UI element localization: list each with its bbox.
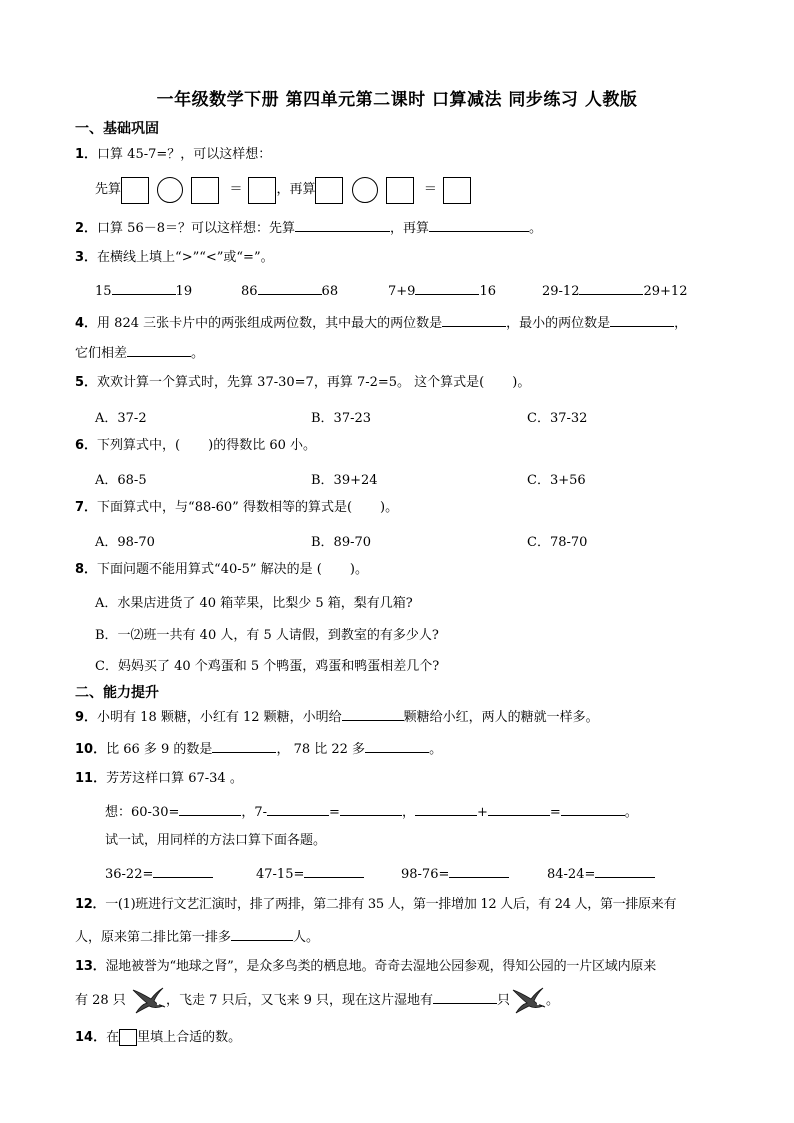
answer-blank[interactable]: [610, 313, 674, 327]
option-a[interactable]: A．68-5: [95, 473, 147, 488]
answer-box[interactable]: [191, 177, 219, 204]
question-4-line2: [75, 343, 204, 363]
question-1: [75, 146, 271, 164]
question-number: 11．: [75, 771, 107, 786]
question-number: 10．: [75, 742, 107, 757]
question-4: [75, 313, 687, 333]
answer-blank[interactable]: [112, 281, 176, 295]
first-step-label: 先算: [95, 182, 122, 197]
compare-left: 29-12: [542, 284, 580, 299]
exercise-item: [401, 864, 509, 884]
compare-right: 29+12: [643, 284, 688, 299]
question-1-answer-row: [95, 176, 471, 205]
answer-box[interactable]: [315, 177, 343, 204]
question-3: [75, 249, 274, 267]
question-number: 13．: [75, 959, 106, 974]
question-number: 14．: [75, 1030, 107, 1045]
compare-item: [542, 281, 687, 301]
exercise-text: 98-76=: [401, 867, 450, 882]
option-a[interactable]: A．98-70: [95, 535, 155, 550]
compare-item: [241, 281, 338, 301]
question-text: 人。: [293, 930, 320, 945]
answer-blank[interactable]: [561, 802, 625, 816]
question-text: 口算 45-7=？，可以这样想：: [97, 147, 272, 162]
question-text: =: [549, 805, 561, 820]
answer-blank[interactable]: [449, 864, 509, 878]
option-a[interactable]: A．水果店进货了 40 箱苹果，比梨少 5 箱，梨有几箱?: [95, 596, 413, 611]
question-text: 一(1)班进行文艺汇演时，排了两排，第二排有 35 人，第一排增加 12 人后，有 24 人，第一排原来有: [105, 897, 677, 912]
question-text: +: [476, 805, 488, 820]
section-heading-basics: 一、基础巩固: [75, 121, 159, 137]
question-text: 小明有 18 颗糖，小红有 12 颗糖，小明给: [97, 710, 342, 725]
question-text: ， 78 比 22 多: [276, 742, 366, 757]
answer-box[interactable]: [121, 177, 149, 204]
exercise-item: [256, 864, 364, 884]
answer-blank[interactable]: [127, 343, 191, 357]
question-text: ，飞走 7 只后，又飞来 9 只，现在这片湿地有: [165, 993, 434, 1008]
question-9: [75, 707, 599, 727]
question-text: ，: [401, 805, 415, 820]
answer-blank[interactable]: [415, 281, 479, 295]
equals-sign: ＝: [229, 182, 243, 197]
question-11-think-row: [105, 802, 638, 822]
question-12: [75, 896, 676, 914]
exercise-item: [547, 864, 655, 884]
question-text: 湿地被誉为“地球之肾”，是众多鸟类的栖息地。奇奇去湿地公园参观，得知公园的一片区域内原来: [105, 959, 656, 974]
compare-left: 7+9: [388, 284, 416, 299]
question-10: [75, 739, 442, 759]
question-text: 口算 56－8＝？可以这样想：先算: [97, 221, 295, 236]
question-text: 它们相差: [75, 346, 128, 361]
question-text: 欢欢计算一个算式时，先算 37-30=7，再算 7-2=5。 这个算式是(: [97, 375, 485, 390]
answer-box[interactable]: [386, 177, 414, 204]
answer-blank[interactable]: [579, 281, 643, 295]
then-step-label: ，再算: [276, 182, 316, 197]
question-2: [75, 218, 542, 238]
answer-box[interactable]: [248, 177, 276, 204]
answer-blank[interactable]: [415, 802, 477, 816]
question-text: 芳芳这样口算 67-34 。: [106, 771, 243, 786]
question-text: 比 66 多 9 的数是: [106, 742, 213, 757]
option-b[interactable]: B．一⑵班一共有 40 人，有 5 人请假，到教室的有多少人?: [95, 628, 439, 643]
option-b[interactable]: B．89-70: [311, 535, 372, 550]
answer-blank[interactable]: [433, 990, 497, 1004]
question-text: 。: [191, 346, 205, 361]
question-number: 6．: [75, 438, 98, 453]
compare-item: [388, 281, 496, 301]
question-text: ，: [674, 316, 688, 331]
question-13-line2: [75, 985, 559, 1017]
question-text: 。: [429, 742, 443, 757]
compare-item: [95, 281, 192, 301]
option-c[interactable]: C．3+56: [527, 473, 586, 488]
bird-icon: [130, 986, 166, 1016]
answer-blank[interactable]: [488, 802, 550, 816]
question-text: 有 28 只: [75, 993, 126, 1008]
answer-blank[interactable]: [295, 218, 390, 232]
answer-blank[interactable]: [267, 802, 329, 816]
question-text: 用 824 三张卡片中的两张组成两位数，其中最大的两位数是: [97, 316, 443, 331]
question-text: 里填上合适的数。: [137, 1030, 242, 1045]
question-12-line2: [75, 927, 319, 947]
option-c[interactable]: C．78-70: [527, 535, 588, 550]
bird-icon: [510, 986, 546, 1016]
option-c[interactable]: C．妈妈买了 40 个鸡蛋和 5 个鸭蛋，鸡蛋和鸭蛋相差几个?: [95, 659, 440, 674]
question-text: 想：60-30=: [105, 805, 180, 820]
compare-left: 86: [241, 284, 258, 299]
option-c[interactable]: C．37-32: [527, 411, 588, 426]
question-7: [75, 499, 398, 517]
question-text: 下面问题不能用算式“40-5” 解决的是 (: [97, 562, 322, 577]
question-text: 人，原来第二排比第一排多: [75, 930, 232, 945]
question-text: 在横线上填上“>”“<”或“=”。: [97, 250, 274, 265]
question-text: 在: [106, 1030, 120, 1045]
question-6: [75, 437, 316, 455]
question-text: =: [329, 805, 340, 820]
question-5: [75, 374, 530, 392]
question-text: 下列算式中，(: [97, 438, 181, 453]
question-number: 12．: [75, 897, 106, 912]
question-11: [75, 770, 243, 788]
exercise-text: 36-22=: [105, 867, 154, 882]
question-11-try-prompt: 试一试，用同样的方法口算下面各题。: [105, 833, 327, 848]
exercise-item: [105, 864, 213, 884]
question-number: 1．: [75, 147, 98, 162]
exercise-text: 84-24=: [547, 867, 596, 882]
compare-right: 19: [175, 284, 193, 299]
answer-blank[interactable]: [340, 802, 402, 816]
question-14: [75, 1029, 241, 1047]
answer-blank[interactable]: [231, 927, 293, 941]
operator-circle[interactable]: [157, 177, 183, 203]
question-text: )。: [512, 375, 531, 390]
question-text: ，再算: [390, 221, 430, 236]
question-8: [75, 561, 368, 579]
question-text: )的得数比 60 小。: [208, 438, 317, 453]
question-text: 。: [529, 221, 543, 236]
compare-right: 16: [479, 284, 496, 299]
answer-box[interactable]: [443, 177, 471, 204]
question-text: ，最小的两位数是: [506, 316, 611, 331]
option-b[interactable]: B．39+24: [311, 473, 378, 488]
option-b[interactable]: B．37-23: [311, 411, 372, 426]
question-text: 只: [497, 993, 511, 1008]
answer-blank[interactable]: [595, 864, 655, 878]
question-number: 4．: [75, 316, 98, 331]
question-text: ，7-: [241, 805, 268, 820]
question-text: 。: [624, 805, 638, 820]
answer-blank[interactable]: [179, 802, 241, 816]
question-number: 7．: [75, 500, 98, 515]
question-number: 9．: [75, 710, 98, 725]
operator-circle[interactable]: [352, 177, 378, 203]
question-text: 下面算式中，与“88-60” 得数相等的算式是(: [97, 500, 353, 515]
question-number: 2．: [75, 221, 98, 236]
answer-blank[interactable]: [429, 218, 529, 232]
exercise-text: 47-15=: [256, 867, 305, 882]
answer-blank[interactable]: [342, 707, 404, 721]
option-a[interactable]: A．37-2: [95, 411, 147, 426]
question-text: 颗糖给小红，两人的糖就一样多。: [403, 710, 599, 725]
answer-box[interactable]: [119, 1029, 137, 1046]
answer-blank[interactable]: [304, 864, 364, 878]
answer-blank[interactable]: [212, 739, 276, 753]
compare-right: 68: [321, 284, 339, 299]
question-text: )。: [380, 500, 399, 515]
equals-sign: ＝: [423, 182, 437, 197]
question-13: [75, 958, 656, 976]
question-number: 5．: [75, 375, 98, 390]
answer-blank[interactable]: [153, 864, 213, 878]
answer-blank[interactable]: [365, 739, 429, 753]
section-heading-advanced: 二、能力提升: [75, 685, 159, 701]
answer-blank[interactable]: [442, 313, 506, 327]
question-text: 。: [546, 993, 560, 1008]
answer-blank[interactable]: [258, 281, 322, 295]
question-number: 3．: [75, 250, 98, 265]
page-title: 一年级数学下册 第四单元第二课时 口算减法 同步练习 人教版: [156, 90, 638, 110]
question-text: )。: [349, 562, 368, 577]
compare-left: 15: [95, 284, 112, 299]
question-number: 8．: [75, 562, 98, 577]
